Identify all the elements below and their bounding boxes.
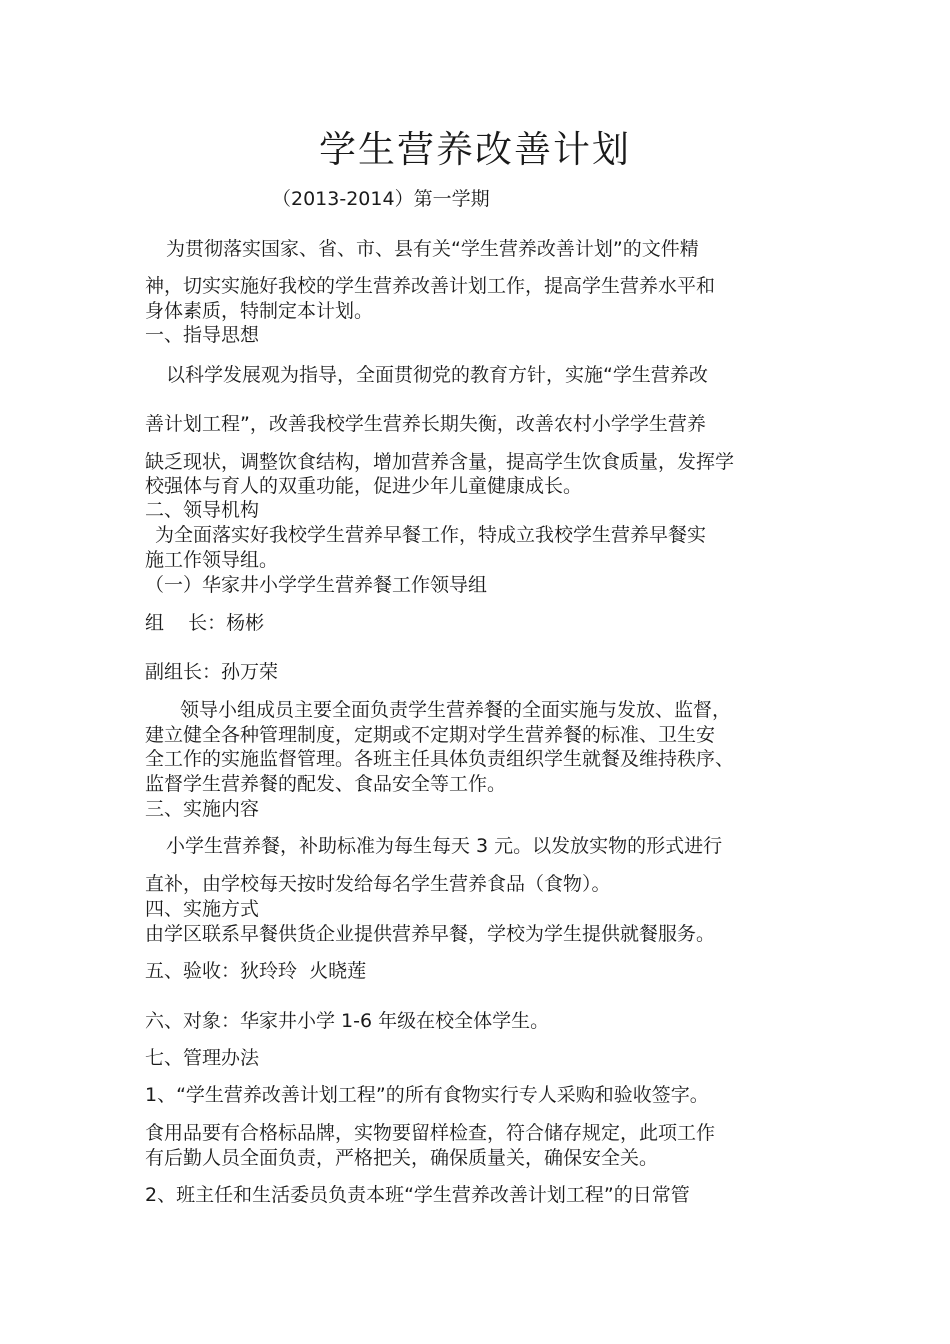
section-heading: 四、实施方式: [145, 898, 260, 920]
paragraph-line: 以科学发展观为指导，全面贯彻党的教育方针，实施“学生营养改: [166, 364, 708, 386]
group-title: （一）华家井小学学生营养餐工作领导组: [145, 574, 488, 596]
vice-leader-line: 副组长：孙万荣: [145, 661, 279, 683]
paragraph-line: 缺乏现状，调整饮食结构，增加营养含量，提高学生饮食质量，发挥学: [145, 451, 735, 473]
paragraph-line: 由学区联系早餐供货企业提供营养早餐，学校为学生提供就餐服务。: [145, 923, 716, 945]
paragraph-line: 善计划工程”，改善我校学生营养长期失衡，改善农村小学学生营养: [145, 413, 706, 435]
paragraph-line: 全工作的实施监督管理。各班主任具体负责组织学生就餐及维持秩序、: [145, 748, 735, 770]
paragraph-line: 2、班主任和生活委员负责本班“学生营养改善计划工程”的日常管: [145, 1184, 690, 1206]
leader-line: 组 长：杨彬: [145, 612, 265, 634]
paragraph-line: 施工作领导组。: [145, 549, 279, 571]
paragraph-line: 有后勤人员全面负责，严格把关，确保质量关，确保安全关。: [145, 1147, 659, 1169]
acceptance-line: 五、验收：狄玲玲 火晓莲: [145, 960, 367, 982]
paragraph-line: 为全面落实好我校学生营养早餐工作，特成立我校学生营养早餐实: [155, 524, 707, 546]
section-heading: 七、管理办法: [145, 1047, 260, 1069]
paragraph-line: 领导小组成员主要全面负责学生营养餐的全面实施与发放、监督，: [180, 699, 732, 721]
intro-line: 神，切实实施好我校的学生营养改善计划工作，提高学生营养水平和: [145, 275, 716, 297]
section-heading: 三、实施内容: [145, 798, 260, 820]
paragraph-line: 小学生营养餐，补助标准为每生每天 3 元。以发放实物的形式进行: [166, 835, 723, 857]
intro-line: 为贯彻落实国家、省、市、县有关“学生营养改善计划”的文件精: [166, 238, 699, 260]
document-title: 学生营养改善计划: [319, 128, 631, 171]
target-line: 六、对象：华家井小学 1-6 年级在校全体学生。: [145, 1010, 550, 1032]
intro-line: 身体素质，特制定本计划。: [145, 300, 374, 322]
paragraph-line: 监督学生营养餐的配发、食品安全等工作。: [145, 773, 507, 795]
paragraph-line: 1、“学生营养改善计划工程”的所有食物实行专人采购和验收签字。: [145, 1084, 709, 1106]
paragraph-line: 直补，由学校每天按时发给每名学生营养食品（食物）。: [145, 873, 611, 895]
section-heading: 一、指导思想: [145, 324, 260, 346]
paragraph-line: 建立健全各种管理制度，定期或不定期对学生营养餐的标准、卫生安: [145, 724, 716, 746]
document-subtitle: （2013-2014）第一学期: [272, 188, 490, 210]
paragraph-line: 校强体与育人的双重功能，促进少年儿童健康成长。: [145, 475, 583, 497]
section-heading: 二、领导机构: [145, 499, 260, 521]
paragraph-line: 食用品要有合格标品牌，实物要留样检查，符合储存规定，此项工作: [145, 1122, 716, 1144]
